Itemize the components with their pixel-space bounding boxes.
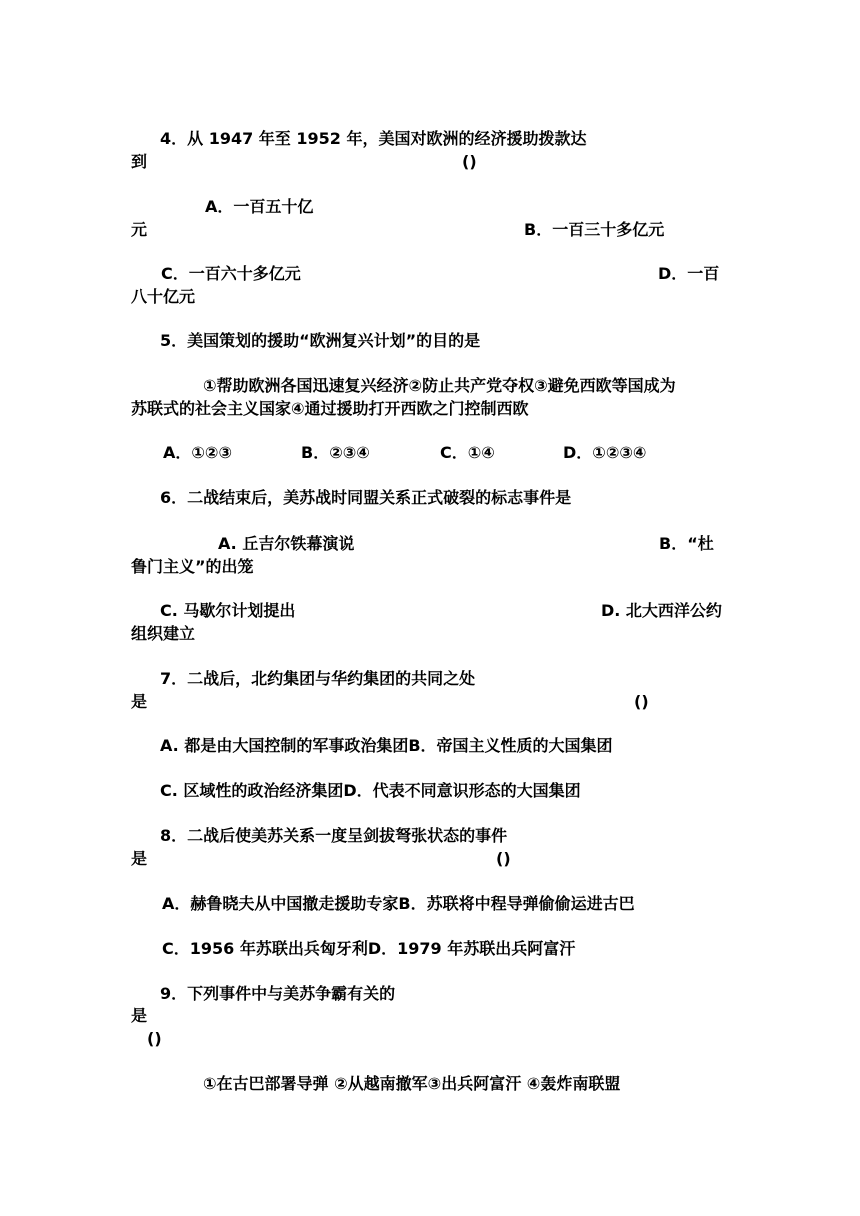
- q8-stem: 8．二战后使美苏关系一度呈剑拔弩张状态的事件: [160, 826, 508, 845]
- q6-option-a: A. 丘吉尔铁幕演说: [218, 534, 355, 553]
- q9-answer-paren: (): [147, 1029, 162, 1048]
- q6-option-b: B．“杜: [659, 534, 714, 553]
- q4-stem: 4．从 1947 年至 1952 年，美国对欧洲的经济援助拨款达: [160, 129, 587, 148]
- q6-option-c: C. 马歇尔计划提出: [160, 601, 296, 620]
- q7-answer-paren: (): [634, 692, 649, 711]
- q6-stem: 6．二战结束后，美苏战时同盟关系正式破裂的标志事件是: [160, 488, 572, 507]
- q4-option-c: C．一百六十多亿元: [161, 264, 301, 283]
- q6-option-d-wrap: 组织建立: [131, 624, 196, 643]
- q7-stem-wrap: 是: [131, 692, 148, 711]
- q7-options-cd: C. 区域性的政治经济集团D．代表不同意识形态的大国集团: [160, 781, 581, 800]
- q5-option-a: A．①②③: [163, 443, 233, 462]
- q9-stem-wrap: 是: [131, 1006, 148, 1025]
- q5-items-line1: ①帮助欧洲各国迅速复兴经济②防止共产党夺权③避免西欧等国成为: [203, 376, 676, 395]
- q4-answer-paren: (): [462, 152, 477, 171]
- q6-option-b-wrap: 鲁门主义”的出笼: [131, 557, 254, 576]
- q4-option-d: D．一百: [658, 264, 720, 283]
- q8-options-ab: A．赫鲁晓夫从中国撤走援助专家B．苏联将中程导弹偷偷运进古巴: [162, 894, 635, 913]
- q4-option-d-wrap: 八十亿元: [131, 287, 196, 306]
- q5-stem: 5．美国策划的援助“欧洲复兴计划”的目的是: [160, 331, 481, 350]
- q9-items: ①在古巴部署导弹 ②从越南撤军③出兵阿富汗 ④轰炸南联盟: [203, 1074, 621, 1093]
- q8-answer-paren: (): [496, 849, 511, 868]
- q5-option-d: D．①②③④: [563, 443, 647, 462]
- q4-option-a: A．一百五十亿: [205, 197, 314, 216]
- q7-options-ab: A. 都是由大国控制的军事政治集团B．帝国主义性质的大国集团: [160, 736, 613, 755]
- q5-option-b: B．②③④: [301, 443, 370, 462]
- q4-option-a-wrap: 元: [131, 220, 148, 239]
- q8-options-cd: C．1956 年苏联出兵匈牙利D．1979 年苏联出兵阿富汗: [162, 939, 576, 958]
- q5-option-c: C．①④: [440, 443, 495, 462]
- q4-stem-wrap: 到: [131, 152, 148, 171]
- q7-stem: 7．二战后，北约集团与华约集团的共同之处: [160, 669, 476, 688]
- q5-items-line2: 苏联式的社会主义国家④通过援助打开西欧之门控制西欧: [131, 399, 529, 418]
- q6-option-d: D. 北大西洋公约: [601, 601, 722, 620]
- q9-stem: 9．下列事件中与美苏争霸有关的: [160, 984, 396, 1003]
- q8-stem-wrap: 是: [131, 849, 148, 868]
- q4-option-b: B．一百三十多亿元: [524, 220, 665, 239]
